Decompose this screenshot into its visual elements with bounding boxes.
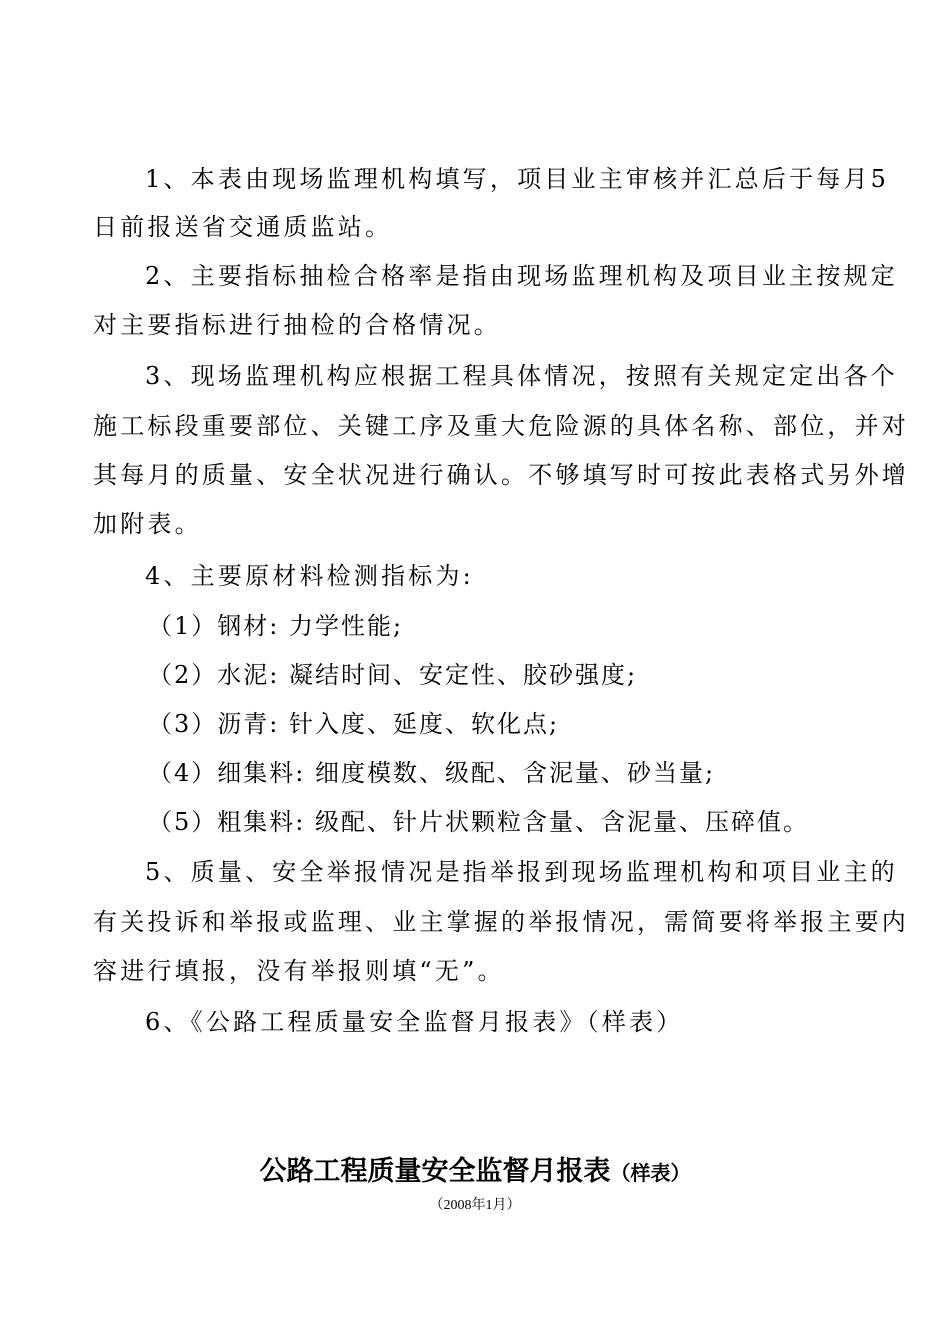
note-3-line-1: 3、现场监理机构应根据工程具体情况，按照有关规定定出各个 [145, 362, 898, 390]
report-date: （2008年1月） [429, 1198, 521, 1213]
note-3-line-3: 其每月的质量、安全状况进行确认。不够填写时可按此表格式另外增 [93, 461, 909, 489]
note-5-line-1: 5、质量、安全举报情况是指举报到现场监理机构和项目业主的 [145, 858, 898, 886]
note-3-line-4: 加附表。 [93, 510, 202, 538]
material-item-4: （4）细集料: 细度模数、级配、含泥量、砂当量; [148, 759, 716, 787]
note-5-line-2: 有关投诉和举报或监理、业主掌握的举报情况，需简要将举报主要内 [93, 908, 909, 936]
note-1-line-2: 日前报送省交通质监站。 [93, 213, 393, 241]
material-item-1: （1）钢材: 力学性能; [148, 612, 404, 640]
note-3-line-2: 施工标段重要部位、关键工序及重大危险源的具体名称、部位，并对 [93, 412, 909, 440]
note-1-line-1: 1、本表由现场监理机构填写，项目业主审核并汇总后于每月5 [145, 165, 890, 193]
report-title-main: 公路工程质量安全监督月报表 [259, 1156, 611, 1187]
material-item-5: （5）粗集料: 级配、针片状颗粒含量、含泥量、压碎值。 [148, 808, 809, 836]
note-6: 6、《公路工程质量安全监督月报表》（样表） [145, 1008, 684, 1036]
note-4-heading: 4、主要原材料检测指标为: [145, 562, 474, 590]
report-title [0, 1152, 950, 1193]
material-item-2: （2）水泥: 凝结时间、安定性、胶砂强度; [148, 661, 638, 689]
material-item-3: （3）沥青: 针入度、延度、软化点; [148, 710, 560, 738]
note-2-line-1: 2、主要指标抽检合格率是指由现场监理机构及项目业主按规定 [145, 262, 898, 290]
note-2-line-2: 对主要指标进行抽检的合格情况。 [93, 311, 501, 339]
note-5-line-3: 容进行填报，没有举报则填“无”。 [93, 957, 505, 985]
report-title-suffix: （样表） [610, 1161, 691, 1185]
